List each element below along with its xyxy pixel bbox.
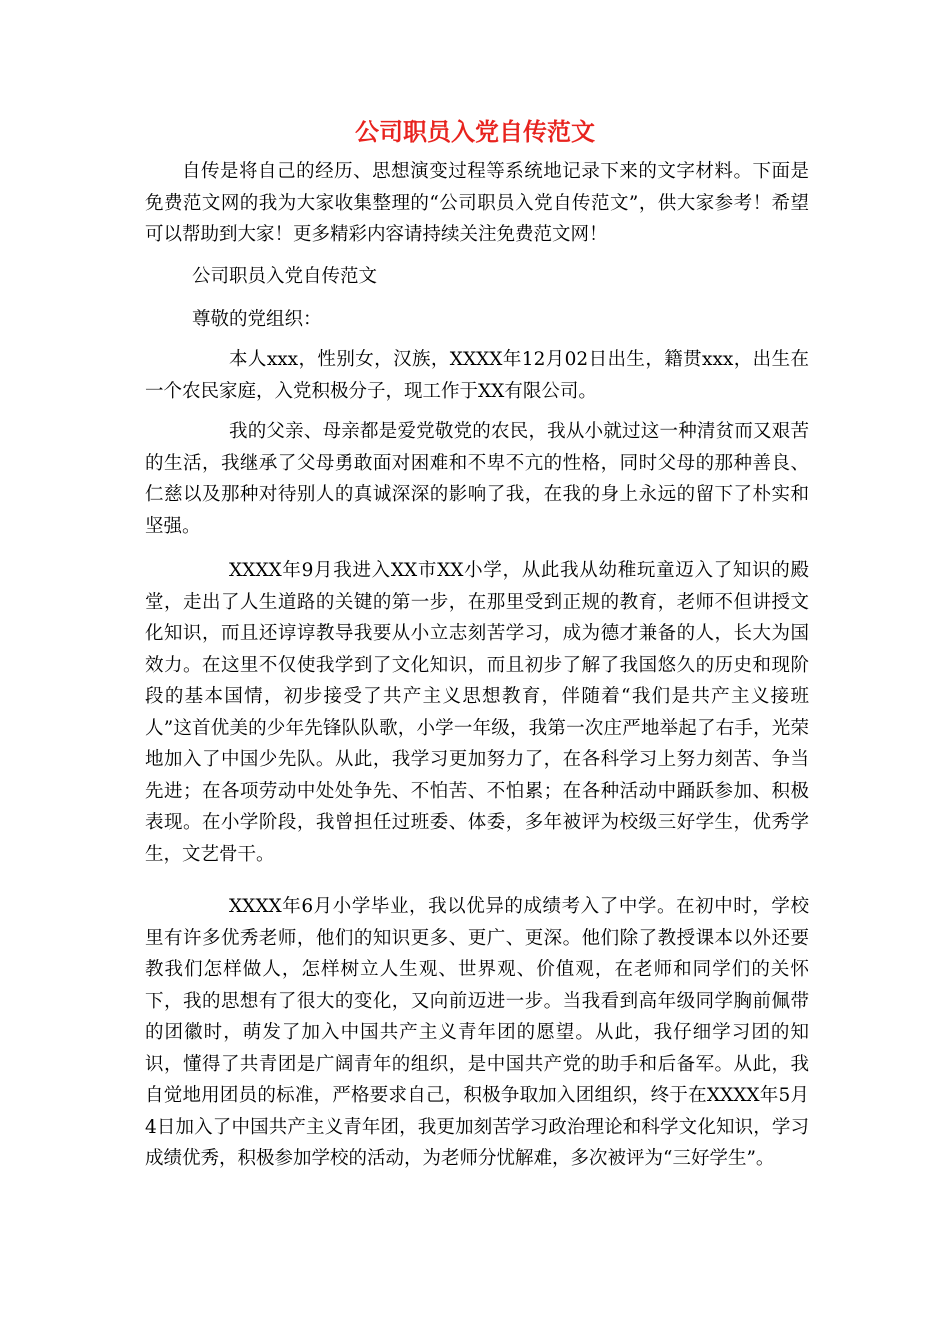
document-subtitle: 公司职员入党自传范文 — [192, 266, 378, 287]
document-title: 公司职员入党自传范文 — [355, 118, 595, 146]
body-paragraph-personal-info: 本人xxx，性别女，汉族，XXXX年12月02日出生，籍贯xxx，出生在一个农民家庭，入党积极分子，现工作于XX有限公司。 — [145, 349, 809, 402]
body-paragraph-middle-school: XXXX年6月小学毕业，我以优异的成绩考入了中学。在初中时，学校里有许多优秀老师，他们的知识更多、更广、更深。他们除了教授课本以外还要教我们怎样做人，怎样树立人生观、世界观、价值观，在老师和同学们的关怀下，我的思想有了很大的变化，又向前迈进一步。当我看到高年级同学胸前佩带的团徽时，萌发了加入中国共产主义青年团的愿望。从此，我仔细学习团的知识，懂得了共青团是广阔青年的组织，是中国共产党的助手和后备军。从此，我自觉地用团员的标准，严格要求自己，积极争取加入团组织，终于在XXXX年5月4日加入了中国共产主义青年团，我更加刻苦学习政治理论和科学文化知识，学习成绩优秀，积极参加学校的活动，为老师分忧解难，多次被评为“三好学生”。 — [145, 896, 809, 1169]
body-paragraph-primary-school: XXXX年9月我进入XX市XX小学，从此我从幼稚玩童迈入了知识的殿堂，走出了人生道路的关键的第一步，在那里受到正规的教育，老师不但讲授文化知识，而且还谆谆教导我要从小立志刻苦学习，成为德才兼备的人，长大为国效力。在这里不仅使我学到了文化知识，而且初步了解了我国悠久的历史和现阶段的基本国情，初步接受了共产主义思想教育，伴随着“我们是共产主义接班人”这首优美的少年先锋队队歌，小学一年级，我第一次庄严地举起了右手，光荣地加入了中国少先队。从此，我学习更加努力了，在各科学习上努力刻苦、争当先进；在各项劳动中处处争先、不怕苦、不怕累；在各种活动中踊跃参加、积极表现。在小学阶段，我曾担任过班委、体委，多年被评为校级三好学生，优秀学生，文艺骨干。 — [145, 560, 809, 865]
body-paragraph-family: 我的父亲、母亲都是爱党敬党的农民，我从小就过这一种清贫而又艰苦的生活，我继承了父母勇敢面对困难和不卑不亢的性格，同时父母的那种善良、仁慈以及那种对待别人的真诚深深的影响了我，在我的身上永远的留下了朴实和坚强。 — [145, 421, 809, 537]
intro-paragraph: 自传是将自己的经历、思想演变过程等系统地记录下来的文字材料。下面是免费范文网的我为大家收集整理的“公司职员入党自传范文”，供大家参考！希望可以帮助到大家！更多精彩内容请持续关注免费范文网！ — [145, 161, 809, 245]
salutation: 尊敬的党组织： — [192, 309, 322, 330]
